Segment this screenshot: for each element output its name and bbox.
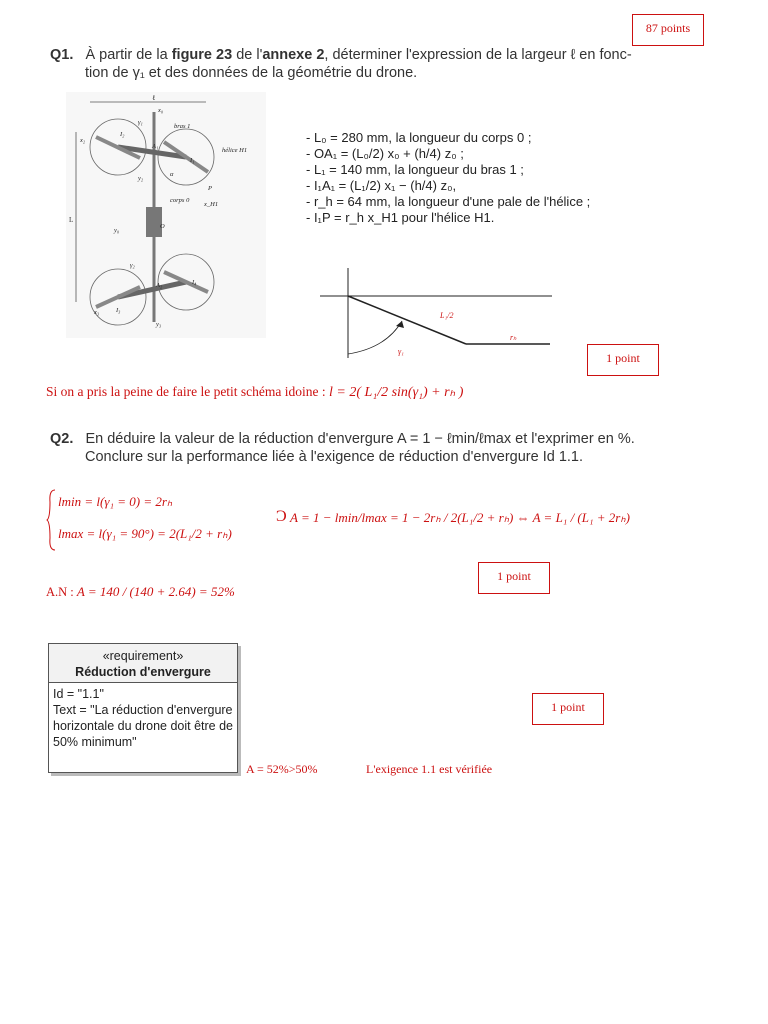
label-bras: bras 1 [174, 123, 191, 130]
requirement-header [49, 644, 237, 683]
label-p: P [208, 185, 212, 192]
point-box-2: 1 point [478, 562, 550, 594]
requirement-id: Id = "1.1" [53, 687, 104, 701]
requirement-title: Réduction d'envergure [75, 665, 211, 679]
q1-text-b: figure 23 [171, 47, 233, 63]
label-x3: x₃ [94, 309, 100, 316]
label-i4: I₄ [192, 279, 197, 286]
lmin-expression: lmin = l(γ₁ = 0) = 2rₕ [58, 494, 173, 509]
requirement-text: Text = "La réduction d'envergure horizontale du drone doit être de 50% minimum" [53, 703, 233, 749]
answer-1 [46, 384, 463, 401]
requirement-body [49, 683, 237, 753]
requirement-stereotype: «requirement» [102, 649, 184, 663]
question-2-number: Q2. [50, 431, 74, 447]
label-y2: y₂ [138, 175, 144, 182]
a-expression: A = 1 − lmin/lmax = 1 − 2rₕ / 2(L₁/2 + rₕ) ⇔ A = L₁ / (L₁ + 2rₕ) [290, 510, 630, 525]
q1-text-f: tion de γ₁ et des données de la géométrie du drone. [85, 65, 418, 81]
requirement-box [48, 643, 238, 773]
label-alpha: α [170, 171, 174, 178]
q1-text-c: de l' [236, 47, 263, 63]
small-schema [316, 266, 556, 366]
implies-arrow-icon: Ͻ [276, 508, 287, 525]
an-formula: A = 140 / (140 + 2.64) = 52% [76, 584, 235, 599]
label-xh1: x_H1 [204, 201, 219, 208]
question-1 [50, 46, 650, 82]
question-1-number: Q1. [50, 47, 74, 63]
data-item-4: - I₁A₁ = (L₁/2) x₁ − (h/4) z₀, [306, 178, 457, 193]
point-box-3: 1 point [532, 693, 604, 725]
numeric-application [46, 584, 235, 600]
label-o: O [160, 223, 165, 230]
label-y3: y₃ [156, 321, 162, 328]
point-box-1: 1 point [587, 344, 659, 376]
label-x0: x₀ [158, 107, 164, 114]
data-item-1: - L₀ = 280 mm, la longueur du corps 0 ; [306, 130, 532, 145]
question-2 [50, 430, 690, 466]
q2-line-1: En déduire la valeur de la réduction d'envergure A = 1 − ℓmin/ℓmax et l'exprimer en %. [85, 431, 635, 447]
label-x2: x₂ [80, 137, 86, 144]
label-a1: A₁ [152, 143, 159, 150]
label-i3: I₃ [116, 307, 121, 314]
label-a2: A₂ [156, 282, 163, 289]
label-helice: hélice H1 [222, 147, 248, 154]
geometry-data-list [306, 130, 590, 226]
q1-text-a: À partir de la [85, 47, 168, 63]
q1-text-d: annexe 2 [262, 47, 325, 63]
data-item-5: - r_h = 64 mm, la longueur d'une pale de l'hélice ; [306, 194, 591, 209]
label-i1: I₁ [190, 157, 195, 164]
label-y0: y₀ [114, 227, 120, 234]
an-label: A.N : [46, 585, 74, 599]
brace-icon [46, 488, 56, 552]
drone-figure [66, 92, 266, 338]
label-l: ℓ [152, 94, 156, 102]
label-corps: corps 0 [170, 197, 190, 204]
data-item-3: - L₁ = 140 mm, la longueur du bras 1 ; [306, 162, 524, 177]
answer-1-formula: l = 2( L₁/2 sin(γ₁) + rₕ ) [329, 385, 464, 400]
lmax-expression: lmax = l(γ₁ = 90°) = 2(L₁/2 + rₕ) [58, 526, 232, 541]
schema-l1-half: L₁/2 [440, 311, 454, 320]
data-item-6: - I₁P = r_h x_H1 pour l'hélice H1. [306, 210, 495, 225]
label-gamma2: γ₂ [130, 262, 135, 269]
conclusion-right: L'exigence 1.1 est vérifiée [366, 762, 493, 776]
conclusion-left: A = 52%>50% [246, 762, 318, 776]
schema-gamma: γ₁ [398, 347, 404, 356]
data-item-2: - OA₁ = (L₀/2) x₀ + (h/4) z₀ ; [306, 146, 464, 161]
label-gamma1: γ₁ [138, 119, 143, 126]
label-L: L [69, 216, 74, 224]
score-box: 87 points [632, 14, 704, 46]
q1-text-e: , déterminer l'expression de la largeur ℓ en fonc- [324, 47, 632, 63]
q2-line-2: Conclure sur la performance liée à l'exigence de réduction d'envergure Id 1.1. [85, 449, 584, 465]
schema-rh: rₕ [510, 333, 517, 342]
label-i2: I₂ [120, 131, 125, 138]
answer-1-prefix: Si on a pris la peine de faire le petit schéma idoine : [46, 384, 326, 399]
